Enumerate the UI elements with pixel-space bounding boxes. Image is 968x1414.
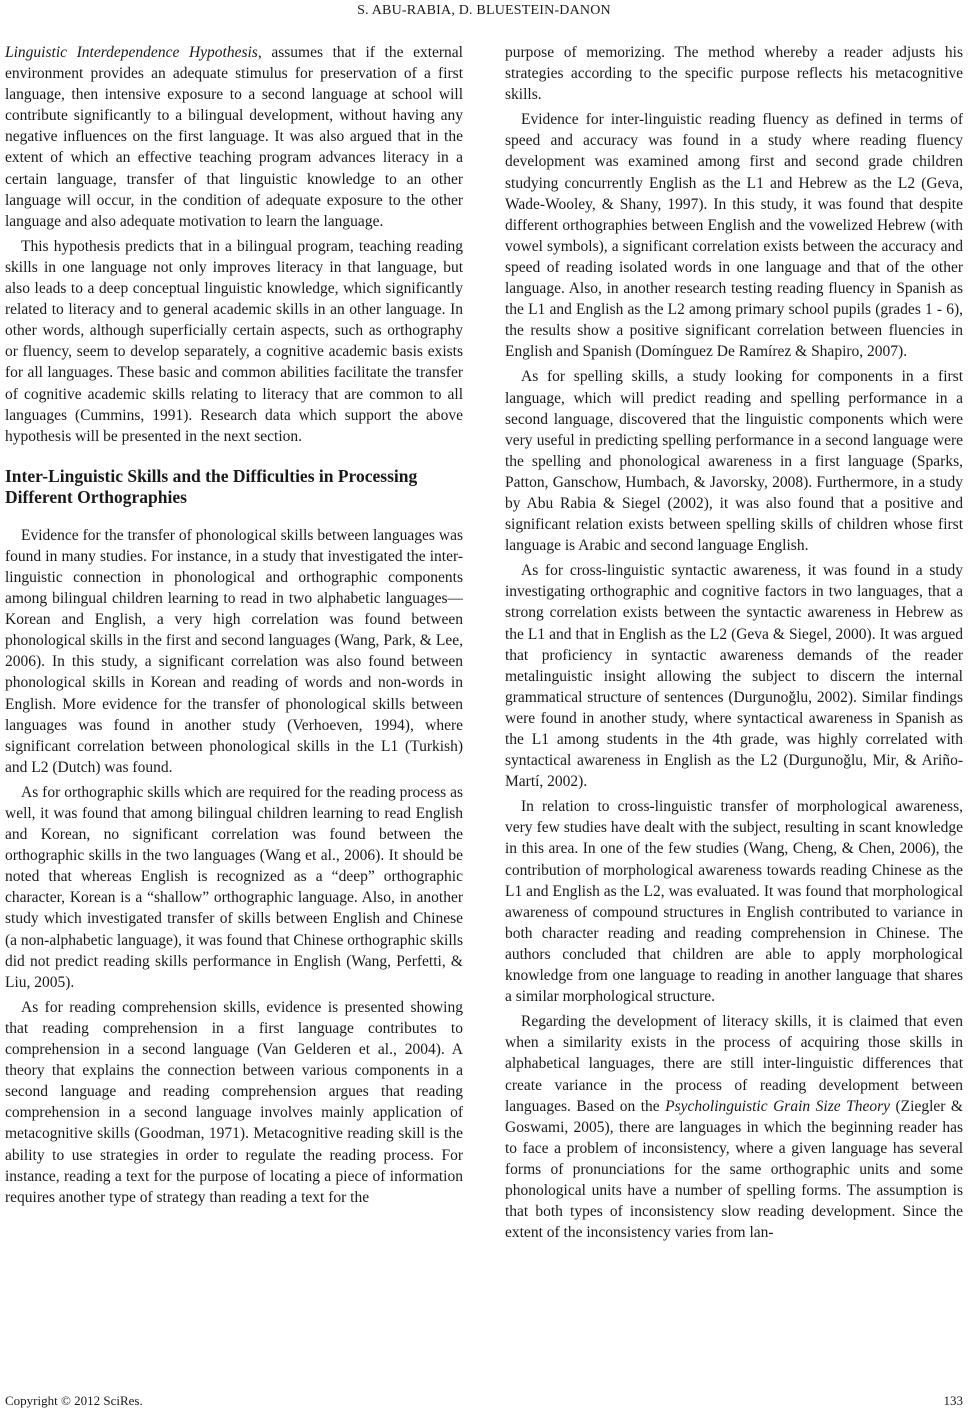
paragraph-hypothesis-prediction: This hypothesis predicts that in a bilingual program, teaching reading skills in one language not only improves literacy in that language, but also leads to a deep conceptual linguistic knowledge, which significantly related to literacy and to general academic skills in an other language. In other words, although superficially certain aspects, such as orthography or fluency, seem to develop separately, a cognitive academic basis exists for all languages. These basic and common abilities facilitate the transfer of cognitive academic skills relating to literacy that are common to all languages (Cummins, 1991). Research data which support the above hypothesis will be presented in the next section. bbox=[5, 237, 463, 445]
paragraph-comprehension: As for reading comprehension skills, evidence is presented showing that reading comprehension in a first language contributes to comprehension in a second language (Van Gelderen et al., 2004). A theory that explains the connection between various components in a second language and reading comprehension argues that reading comprehension in a second language involves mainly application of metacognitive skills (Goodman, 1971). Metacognitive reading skill is the ability to use strategies in order to regulate the reading process. For instance, reading a text for the purpose of locating a piece of information requires another type of strategy than reading a text for the bbox=[5, 998, 463, 1206]
paragraph-morphological: In relation to cross-linguistic transfer of morphological awareness, very few studies have dealt with the subject, resulting in scant knowledge in this area. In one of the few studies (Wang, Cheng, & Chen, 2006), the contribution of morphological awareness towards reading Chinese as the L1 and English as the L2, was evaluated. It was found that morphological awareness of compound structures in English contributed to variance in both character reading and reading comprehension in Chinese. The authors concluded that children are able to apply morphological knowledge from one language to reading in another language that shares a similar morphological structure. bbox=[505, 798, 963, 1006]
running-header: S. ABU-RABIA, D. BLUESTEIN-DANON bbox=[357, 3, 611, 18]
paragraph-phonological: Evidence for the transfer of phonological skills between languages was found in many studies. For instance, in a study that investigated the inter-linguistic connection in phonological and orthographic components among bilingual children learning to read in two alphabetic languages—Korean and English, a very high correlation was found between phonological skills in the first and second languages (Wang, Park, & Lee, 2006). In this study, a significant correlation was also found between phonological skills in Korean and reading of words and non-words in English. More evidence for the transfer of phonological skills between languages was found in another study (Verhoeven, 1994), where significant correlation between phonological skills in the L1 (Turkish) and L2 (Dutch) was found. bbox=[5, 526, 463, 776]
section-heading: Inter-Linguistic Skills and the Difficulties in Processing Different Orthographies bbox=[5, 465, 418, 507]
hypothesis-term: Linguistic Interdependence Hypothesis bbox=[5, 44, 258, 61]
paragraph-syntactic: As for cross-linguistic syntactic awareness, it was found in a study investigating orthographic and cognitive factors in two languages, that a strong correlation exists between the syntactic awareness in Hebrew as the L1 and that in English as the L2 (Geva & Siegel, 2000). It was argued that proficiency in syntactic awareness demands of the reader metalinguistic insight allowing the subject to discern the internal grammatical structure of sentences (Durgunoğlu, 2002). Similar findings were found in another study, where syntactical awareness in Spanish as the L1 among students in the 4th grade, was highly correlated with syntactical awareness in English as the L2 (Durgunoğlu, Mir, & Ariño-Martí, 2002). bbox=[505, 562, 963, 791]
page-number: 133 bbox=[943, 1393, 963, 1408]
grain-size-term: Psycholinguistic Grain Size Theory bbox=[665, 1097, 891, 1115]
copyright-notice: Copyright © 2012 SciRes. bbox=[5, 1393, 143, 1408]
paragraph-metacognitive: purpose of memorizing. The method whereby a reader adjusts his strategies according to the specific purpose reflects his metacognitive skills. bbox=[505, 44, 963, 104]
right-column bbox=[505, 42, 963, 1243]
paragraph-spelling: As for spelling skills, a study looking for components in a first language, which will predict reading and spelling performance in a second language, discovered that the linguistic components which were very useful in predicting spelling performance in a second language were the spelling and phonological awareness in a first language (Sparks, Patton, Ganschow, Humbach, & Javorsky, 2008). Furthermore, in a study by Abu Rabia & Siegel (2002), it was also found that a positive and significant relation exists between spelling skills of children whose first language is Arabic and second language English. bbox=[505, 368, 963, 555]
paragraph-fluency: Evidence for inter-linguistic reading fluency as defined in terms of speed and accuracy was found in a study where reading fluency development was examined among first and second grade children studying concurrently English as the L1 and Hebrew as the L2 (Geva, Wade-Wooley, & Shany, 1997). In this study, it was found that despite different orthographies between English and the vowelized Hebrew (with vowel symbols), a significant correlation exists between the accuracy and speed of reading isolated words in one language and that of the other language. Also, in another research testing reading fluency in Spanish as the L1 and English as the L2 among primary school pupils (grades 1 - 6), the results show a positive significant correlation between fluencies in English and Spanish (Domínguez De Ramírez & Shapiro, 2007). bbox=[505, 111, 963, 361]
hypothesis-text: , assumes that if the external environment provides an adequate stimulus for preservation of a first language, then intensive exposure to a second language at school will contribute significantly to a bilingual development, without having any negative influences on the first language. It was also argued that in the extent of which an effective teaching program advances literacy in a certain language, transfer of that linguistic knowledge to an other language will occur, in the condition of adequate exposure to the other language and also adequate motivation to learn the language. bbox=[5, 44, 463, 230]
grain-size-text: (Ziegler & Goswami, 2005), there are languages in which the beginning reader has to face a problem of inconsistency, where a given language has several forms of pronunciations for the same orthographic units and some phonological units have a number of spelling forms. The assumption is that both types of inconsistency slow reading development. Since the extent of the inconsistency varies from lan- bbox=[505, 1097, 963, 1242]
left-column bbox=[5, 42, 463, 1208]
paragraph-hypothesis-intro bbox=[5, 42, 463, 232]
grain-size-intro: Regarding the development of literacy skills, it is claimed that even when a similarity exists in the process of acquiring those skills in alphabetical languages, there are still inter-linguistic differences that create variance in the process of reading development between languages. Based on the bbox=[505, 1013, 963, 1115]
paragraph-orthographic: As for orthographic skills which are required for the reading process as well, it was found that among bilingual children learning to read English and Korean, no significant correlation was found between the orthographic skills in the two languages (Wang et al., 2006). It should be noted that whereas English is recognized as a “deep” orthographic character, Korean is a “shallow” orthographic language. Also, in another study which investigated transfer of skills between English and Chinese (a non-alphabetic language), it was found that Chinese orthographic skills did not predict reading skills performance in English (Wang, Perfetti, & Liu, 2005). bbox=[5, 783, 463, 991]
paragraph-grain-size bbox=[505, 1011, 963, 1243]
